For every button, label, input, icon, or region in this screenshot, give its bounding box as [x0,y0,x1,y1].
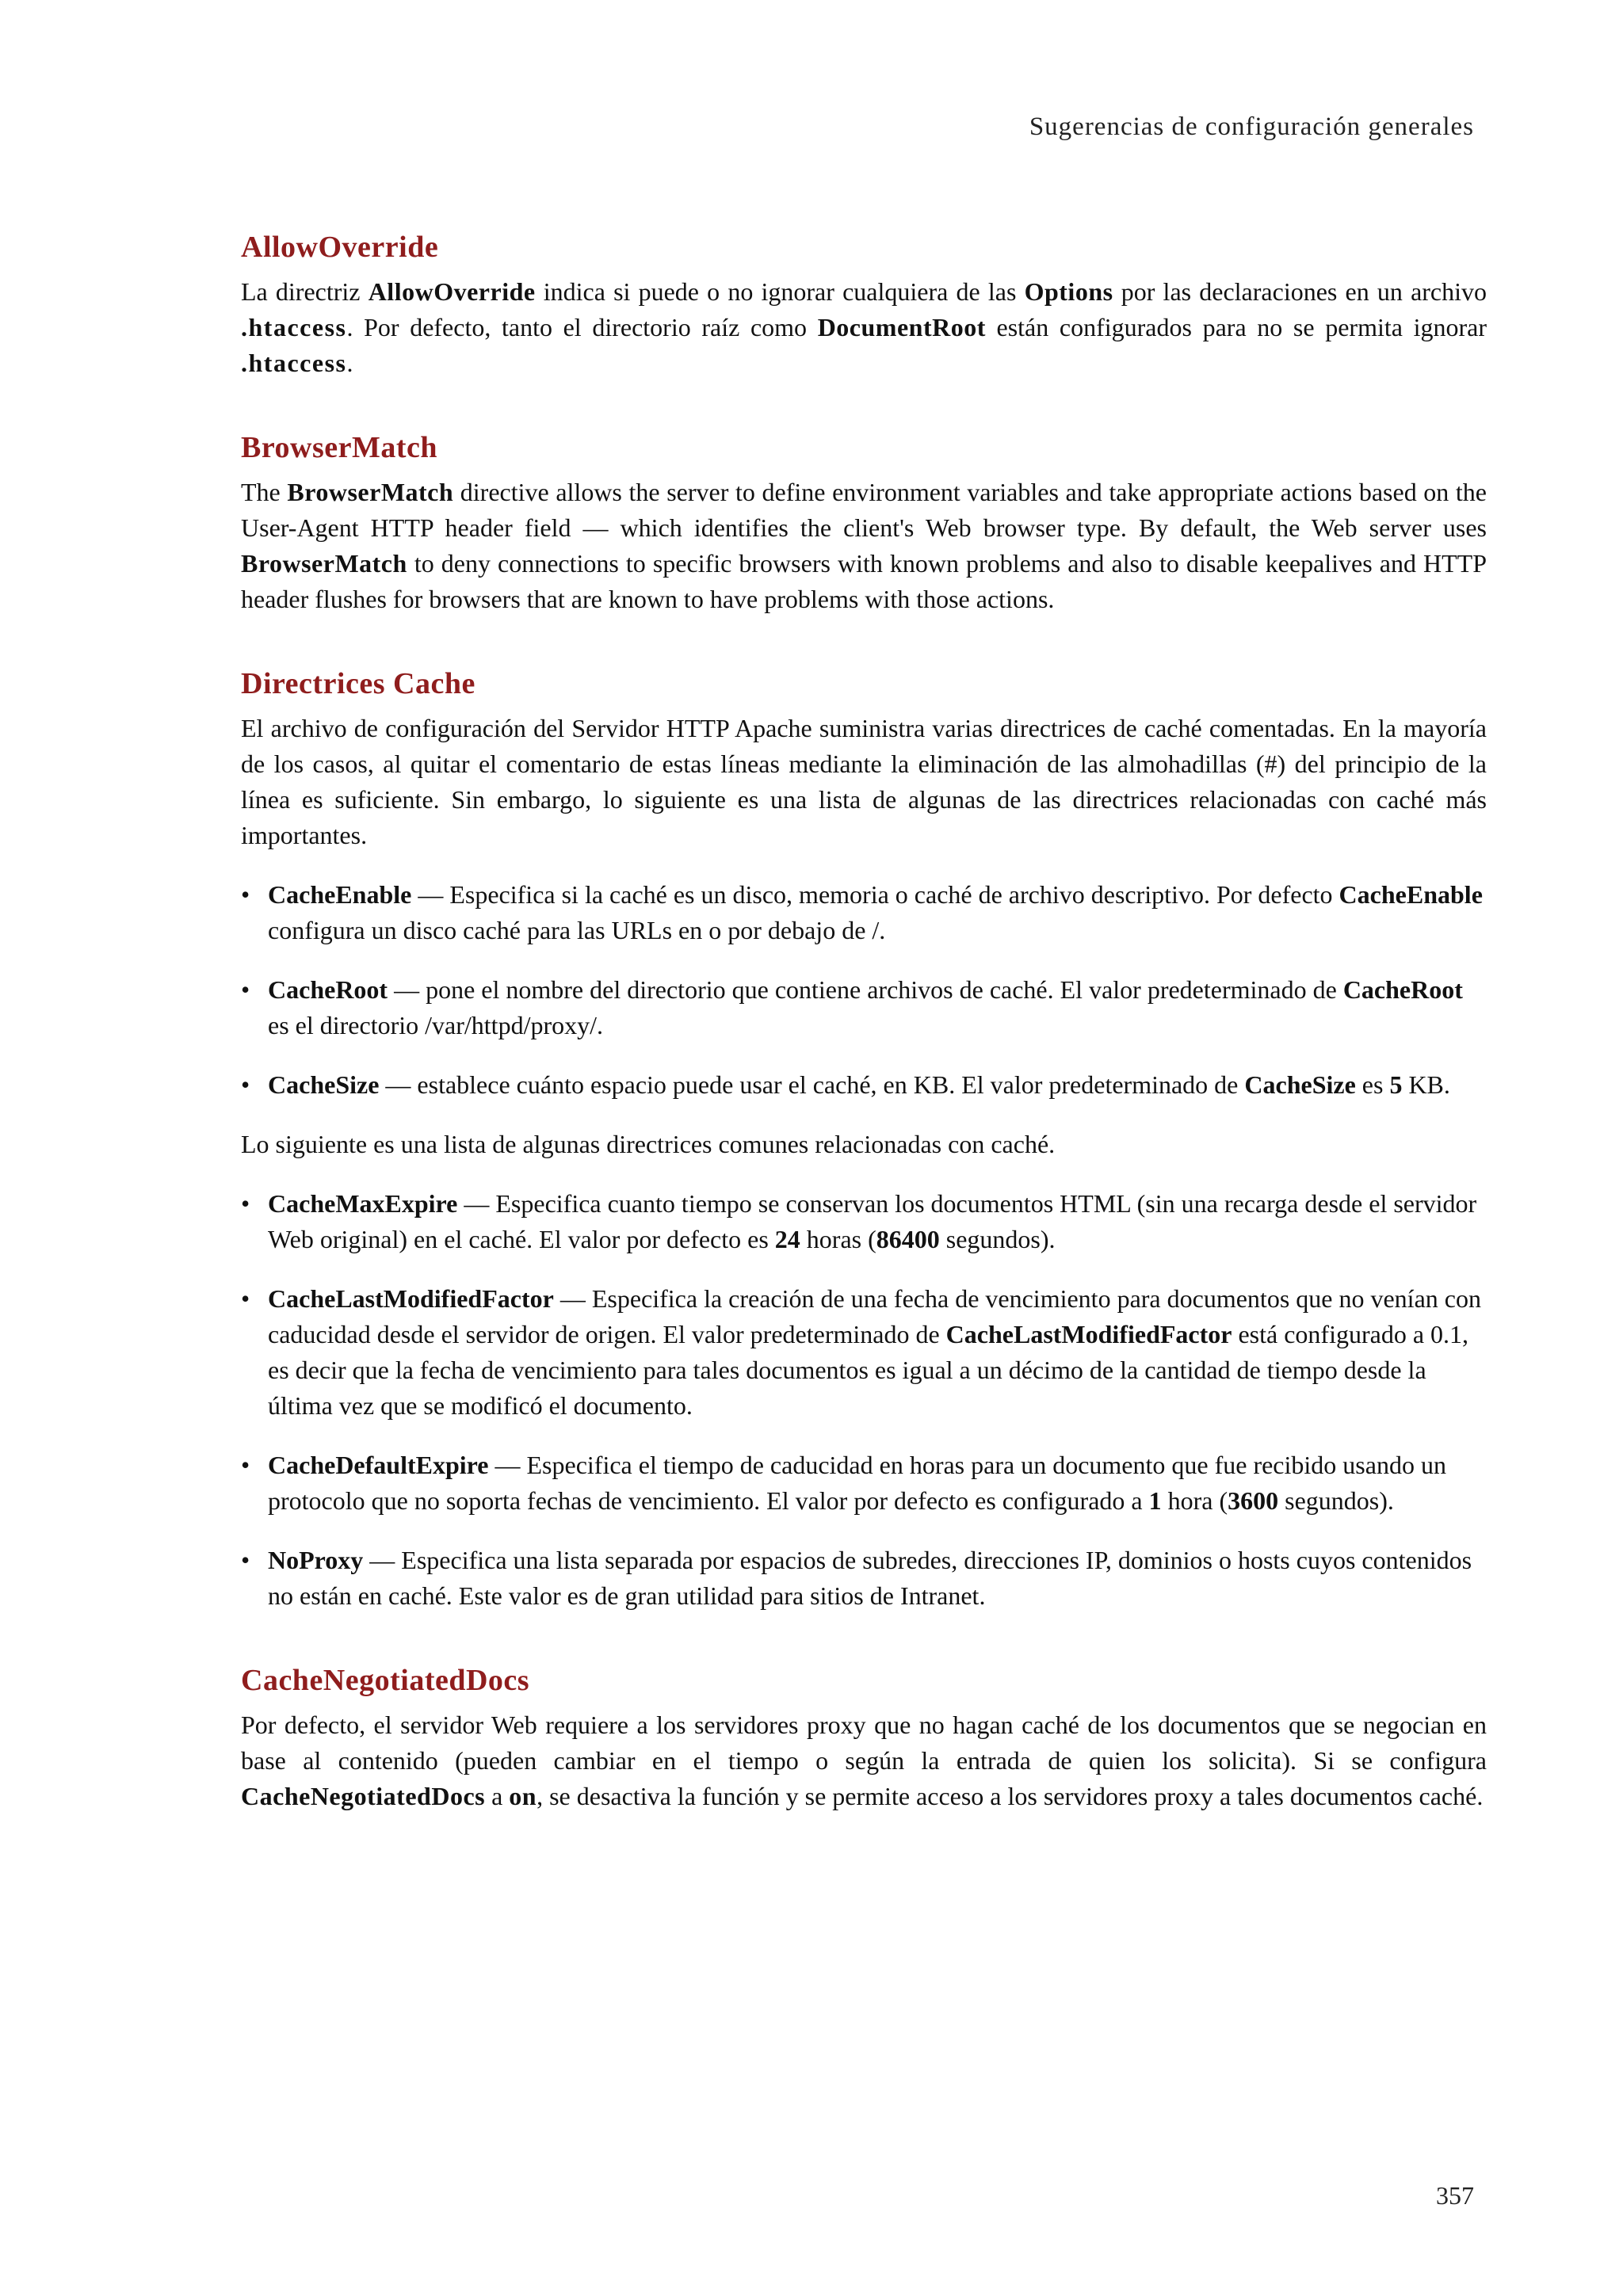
section-heading: BrowserMatch [241,431,438,464]
directive-list [241,877,1487,1103]
text-run: configura un disco caché para las URLs en o por debajo de [268,916,873,944]
directive-name: CacheRoot [268,975,388,1004]
path-value: / [872,916,880,944]
text-run: es el directorio [268,1011,426,1039]
file-name: .htaccess [241,349,347,377]
text-run: Por defecto, el servidor Web requiere a los servidores proxy que no hagan caché de los documentos que se negocian en base al contenido (pueden cambiar en el tiempo o según la entrada de quien los solicita). Si se configura [241,1711,1487,1775]
running-header: Sugerencias de configuración generales [1029,113,1474,141]
text-run: — Especifica la creación de una fecha de vencimiento para documentos que no venían con caducidad desde el servidor de origen. El valor predeterminado de [268,1284,1481,1348]
list-item [241,1447,1487,1519]
file-name: .htaccess [241,313,347,341]
text-run: La directriz [241,277,369,306]
text-run: . [597,1011,603,1039]
text-run: es [1355,1070,1390,1099]
directive-name: CacheMaxExpire [268,1189,458,1218]
list-item [241,1543,1487,1614]
text-run: The [241,478,288,506]
text-run: — Especifica cuanto tiempo se conservan los documentos HTML (sin una recarga desde el servidor Web original) en el caché. El valor por defecto es [268,1189,1477,1253]
text-run: KB. [1402,1070,1450,1099]
text-run: , es decir que la fecha de vencimiento para tales documentos es igual a un décimo de la cantidad de tiempo desde la última vez que se modificó el documento. [268,1320,1469,1420]
value: 5 [1389,1070,1403,1099]
paragraph [241,1707,1487,1814]
value: 3600 [1228,1486,1279,1515]
directive-name: CacheNegotiatedDocs [241,1782,486,1810]
section-cachenegotiateddocs [241,1663,1487,1814]
directive-name: CacheSize [1244,1070,1356,1099]
section-cache-directives [241,666,1487,1614]
text-run: hora ( [1161,1486,1228,1515]
text-run: — Especifica una lista separada por espacios de subredes, direcciones IP, dominios o hosts cuyos contenidos no están en caché. Este valor es de gran utilidad para sitios de Intranet. [268,1546,1472,1610]
section-heading: CacheNegotiatedDocs [241,1664,530,1697]
directive-name: AllowOverride [368,277,536,306]
paragraph [241,475,1487,617]
section-allowoverride [241,230,1487,381]
directive-list [241,1186,1487,1614]
section-heading: AllowOverride [241,231,439,264]
text-run: . Por defecto, tanto el directorio raíz como [346,313,818,341]
directive-name: CacheLastModifiedFactor [268,1284,554,1313]
directive-name: CacheRoot [1342,975,1463,1004]
text-run: están configurados para no se permita ignorar [985,313,1487,341]
text-run: . [879,916,886,944]
list-item [241,972,1487,1043]
text-run: — pone el nombre del directorio que contiene archivos de caché. El valor predeterminado de [388,975,1343,1004]
directive-name: CacheEnable [268,880,412,909]
value: on [509,1782,537,1810]
list-item [241,1281,1487,1424]
section-browsermatch [241,430,1487,617]
text-run: . [346,349,353,377]
directive-name: CacheEnable [1338,880,1483,909]
directive-name: CacheSize [268,1070,380,1099]
page-body [241,230,1487,1863]
text-run: por las declaraciones en un archivo [1113,277,1487,306]
directive-name: Options [1024,277,1113,306]
directive-name: DocumentRoot [817,313,986,341]
list-item [241,877,1487,948]
list-item [241,1067,1487,1103]
text-run: a [485,1782,510,1810]
directive-name: BrowserMatch [241,549,407,578]
text-run: indica si puede o no ignorar cualquiera de las [535,277,1025,306]
text-run: — Especifica si la caché es un disco, memoria o caché de archivo descriptivo. Por defecto [411,880,1339,909]
text-run: , se desactiva la función y se permite acceso a los servidores proxy a tales documentos caché. [537,1782,1484,1810]
section-heading: Directrices Cache [241,667,475,700]
text-run: segundos). [1278,1486,1394,1515]
text-run: segundos). [939,1225,1056,1253]
directive-name: BrowserMatch [287,478,454,506]
value: 86400 [876,1225,940,1253]
list-item [241,1186,1487,1257]
paragraph: El archivo de configuración del Servidor HTTP Apache suministra varias directrices de caché comentadas. En la mayoría de los casos, al quitar el comentario de estas líneas mediante la eliminación de las almohadillas (#) del principio de la línea es suficiente. Sin embargo, lo siguiente es una lista de algunas de las directrices relacionadas con caché más importantes. [241,714,1487,849]
text-run: horas ( [800,1225,876,1253]
value: 1 [1148,1486,1162,1515]
text-run: to deny connections to specific browsers with known problems and also to disable keepalives and HTTP header flushes for browsers that are known to have problems with those actions. [241,549,1487,613]
directive-name: CacheDefaultExpire [268,1451,489,1479]
paragraph [241,274,1487,381]
directive-name: NoProxy [268,1546,364,1574]
text-run: — establece cuánto espacio puede usar el caché, en KB. El valor predeterminado de [379,1070,1245,1099]
value: 0.1 [1430,1320,1463,1348]
path-value: /var/httpd/proxy/ [425,1011,597,1039]
directive-name: CacheLastModifiedFactor [945,1320,1232,1348]
paragraph: Lo siguiente es una lista de algunas directrices comunes relacionadas con caché. [241,1130,1056,1158]
text-run: — Especifica el tiempo de caducidad en horas para un documento que fue recibido usando un protocolo que no soporta fechas de vencimiento. El valor por defecto es configurado a [268,1451,1446,1515]
text-run: directive allows the server to define environment variables and take appropriate actions based on the User-Agent HTTP header field — which identifies the client's Web browser type. By default, the Web server uses [241,478,1487,542]
page-number: 357 [1436,2181,1474,2210]
value: 24 [774,1225,800,1253]
text-run: está configurado a [1232,1320,1431,1348]
